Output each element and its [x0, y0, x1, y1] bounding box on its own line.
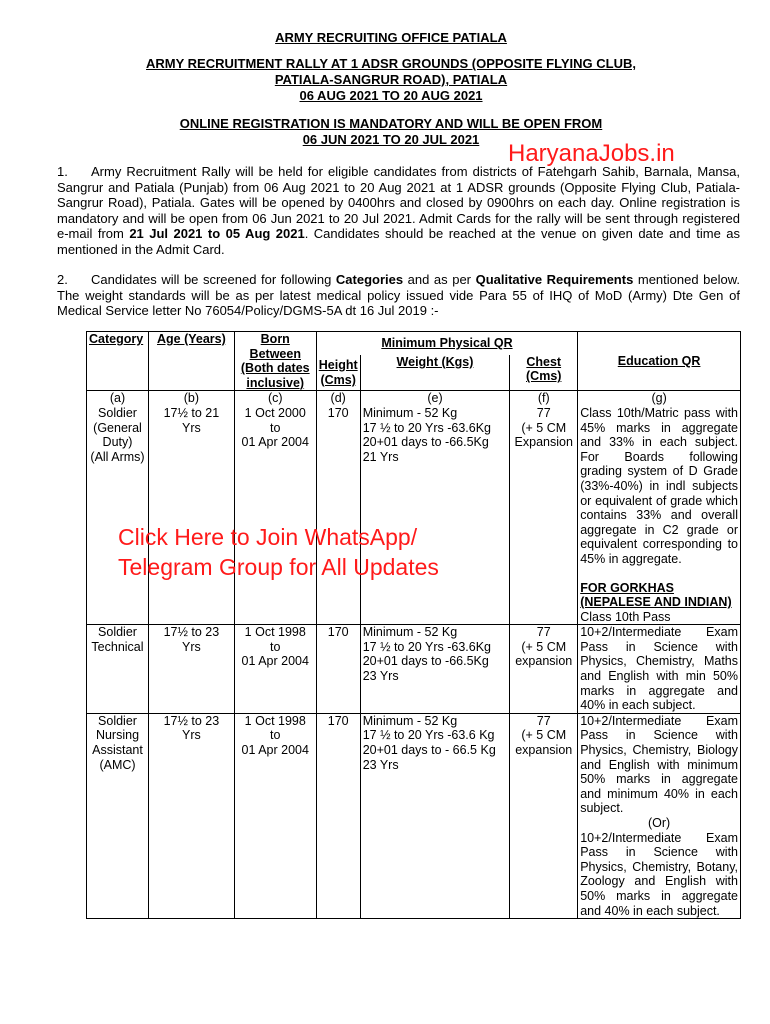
header-education: Education QR: [578, 332, 741, 391]
age-cell: 17½ to 21 Yrs: [148, 406, 234, 625]
chest-cell: 77 (+ 5 CM Expansion: [510, 406, 578, 625]
born-cell: 1 Oct 1998 to 01 Apr 2004: [234, 713, 316, 918]
paragraph-1: 1. Army Recruitment Rally will be held for eligible candidates from districts of Fatehgarh Sahib, Barnala, Mansa, Sangrur and Patiala (Punjab) from 06 Aug 2021 to 20 Aug 2021 at 1 ADSR grounds (Opposite Flying Club, Patiala-Sangrur Road), Patiala. Gates will be opened by 0400hrs and closed by 0900hrs on each day. Online registration is mandatory and will be open from 06 Jun 2021 to 20 Jul 2021. Admit Cards for the rally will be sent through registered e-mail from 21 Jul 2021 to 05 Aug 2021. Candidates should be reached at the venue on given date and time as mentioned in the Admit Card.: [57, 164, 740, 257]
education-cell: 10+2/Intermediate Exam Pass in Science with Physics, Chemistry, Maths and English with min 50% marks in aggregate and 40% in each subject.: [578, 625, 741, 714]
header-category: Category: [87, 332, 149, 391]
education-cell: Class 10th/Matric pass with 45% marks in aggregate and 33% in each subject. For Boards following grading system of D Grade (33%-40%) in indl subjects or equivalent of grade which contains 33% and overall aggregate in C2 grade or equivalent corresponding to 45% in aggregate. FOR GORKHAS (NEPALESE AND INDIAN) Class 10th Pass: [578, 406, 741, 625]
age-cell: 17½ to 23 Yrs: [148, 625, 234, 714]
header-born: Born Between (Both dates inclusive): [234, 332, 316, 391]
education-cell: 10+2/Intermediate Exam Pass in Science with Physics, Chemistry, Biology and English with minimum 50% marks in aggregate and minimum 40% in each subject. (Or) 10+2/Intermediate Exam Pass in Science with Physics, Chemistry, Botany, Zoology and English with 50% marks in aggregate and 40% in each subject.: [578, 713, 741, 918]
weight-cell: Minimum - 52 Kg 17 ½ to 20 Yrs -63.6Kg 20+01 days to -66.5Kg 21 Yrs: [360, 406, 510, 625]
table-row: [87, 625, 741, 714]
whatsapp-telegram-link[interactable]: Click Here to Join WhatsApp/ Telegram Group for All Updates: [118, 524, 439, 580]
weight-cell: Minimum - 52 Kg 17 ½ to 20 Yrs -63.6 Kg 20+01 days to - 66.5 Kg 23 Yrs: [360, 713, 510, 918]
age-cell: 17½ to 23 Yrs: [148, 713, 234, 918]
column-letters: (a) (b) (c) (d) (e) (f) (g): [87, 391, 741, 406]
paragraph-2: 2. Candidates will be screened for following Categories and as per Qualitative Requirements mentioned below. The weight standards will be as per latest medical policy issued vide Para 55 of IHQ of MoD (Army) Dte Gen of Medical Service letter No 76054/Policy/DGMS-5A dt 16 Jul 2019 :-: [57, 272, 741, 318]
qualification-table: [86, 331, 741, 919]
para-number: 2.: [57, 272, 68, 287]
site-watermark[interactable]: HaryanaJobs.in: [508, 140, 675, 167]
category-cell: Soldier Technical: [87, 625, 149, 714]
height-cell: 170: [316, 625, 360, 714]
chest-cell: 77 (+ 5 CM expansion: [510, 713, 578, 918]
weight-cell: Minimum - 52 Kg 17 ½ to 20 Yrs -63.6Kg 20+01 days to -66.5Kg 23 Yrs: [360, 625, 510, 714]
table-row: [87, 406, 741, 625]
height-cell: 170: [316, 406, 360, 625]
office-title: ARMY RECRUITING OFFICE PATIALA: [275, 30, 507, 45]
header-height: Height (Cms): [316, 355, 360, 391]
header-min-physical: Minimum Physical QR: [316, 332, 578, 355]
header-weight: Weight (Kgs): [360, 355, 510, 391]
height-cell: 170: [316, 713, 360, 918]
born-cell: 1 Oct 2000 to 01 Apr 2004: [234, 406, 316, 625]
category-cell: Soldier Nursing Assistant (AMC): [87, 713, 149, 918]
rally-heading: ARMY RECRUITMENT RALLY AT 1 ADSR GROUNDS (OPPOSITE FLYING CLUB, PATIALA-SANGRUR ROAD), PATIALA 06 AUG 2021 TO 20 AUG 2021: [146, 56, 636, 103]
header-chest: Chest (Cms): [510, 355, 578, 391]
para-number: 1.: [57, 164, 68, 179]
chest-cell: 77 (+ 5 CM expansion: [510, 625, 578, 714]
registration-heading: ONLINE REGISTRATION IS MANDATORY AND WILL BE OPEN FROM 06 JUN 2021 TO 20 JUL 2021: [179, 116, 603, 147]
table-row: [87, 713, 741, 918]
born-cell: 1 Oct 1998 to 01 Apr 2004: [234, 625, 316, 714]
category-cell: Soldier (General Duty) (All Arms): [87, 406, 149, 625]
header-age: Age (Years): [148, 332, 234, 391]
